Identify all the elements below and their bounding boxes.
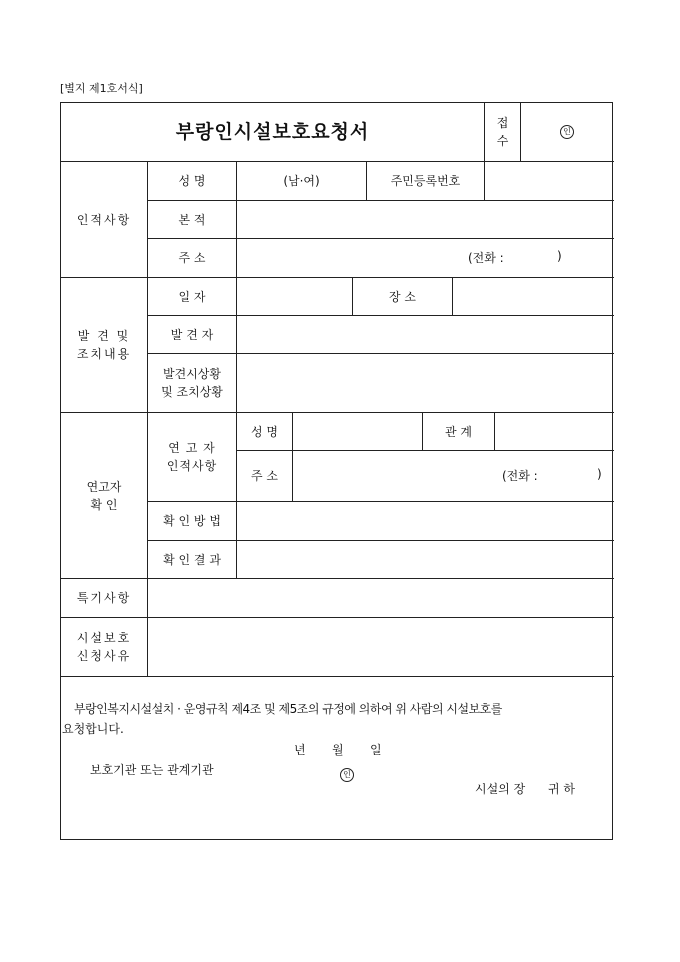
special-field[interactable] bbox=[148, 579, 613, 617]
form-label: [별지 제1호서식] bbox=[60, 82, 143, 95]
place-field[interactable] bbox=[453, 278, 613, 315]
reason-field[interactable] bbox=[148, 618, 613, 676]
rrn-label: 주민등록번호 bbox=[390, 174, 461, 188]
finder-label: 발 견 자 bbox=[170, 327, 214, 342]
date-month: 월 bbox=[332, 743, 344, 757]
relative-address-field[interactable] bbox=[293, 451, 613, 501]
relative-phone-close: ) bbox=[597, 467, 602, 481]
result-label: 확 인 결 과 bbox=[163, 552, 221, 567]
declaration-text: 부랑인복지시설설치 · 운영규칙 제4조 및 제5조의 규정에 의하여 위 사람의 시설보호를 bbox=[74, 702, 502, 716]
seal-icon: 인 bbox=[340, 768, 354, 782]
line bbox=[60, 676, 614, 677]
special-label: 특기사항 bbox=[76, 591, 132, 605]
relative-address-label: 주 소 bbox=[251, 469, 278, 483]
organization-seal bbox=[340, 762, 354, 782]
relative-info-label: 연 고 자 인적사항 bbox=[166, 441, 218, 473]
origin-label: 본 적 bbox=[178, 212, 206, 227]
method-field[interactable] bbox=[237, 502, 613, 540]
phone-open: (전화 : bbox=[468, 251, 504, 265]
relation-field[interactable] bbox=[495, 413, 613, 450]
gender-field[interactable]: (남·여) bbox=[283, 174, 320, 188]
date-label: 일 자 bbox=[178, 289, 206, 304]
result-field[interactable] bbox=[237, 541, 613, 578]
declaration-text-2: 요청합니다. bbox=[62, 722, 124, 736]
finder-field[interactable] bbox=[237, 316, 613, 353]
relation-label: 관 계 bbox=[445, 424, 472, 439]
date-year: 년 bbox=[294, 743, 306, 757]
relative-phone-open: (전화 : bbox=[502, 469, 538, 483]
relative-name-label: 성 명 bbox=[251, 424, 278, 439]
page-title: 부랑인시설보호요청서 bbox=[175, 121, 370, 143]
addressee-tail: 귀 하 bbox=[548, 782, 575, 796]
seal-icon: 인 bbox=[560, 125, 574, 139]
place-label: 장 소 bbox=[389, 289, 416, 304]
date-day: 일 bbox=[370, 743, 382, 757]
origin-field[interactable] bbox=[237, 201, 613, 238]
rrn-field[interactable] bbox=[485, 162, 613, 200]
discovery-section-label: 발 견 및 조치내용 bbox=[76, 329, 132, 361]
relative-name-field[interactable] bbox=[293, 413, 422, 450]
organization-label: 보호기관 또는 관계기관 bbox=[90, 763, 214, 777]
situation-field[interactable] bbox=[237, 354, 613, 412]
personal-section-label: 인적사항 bbox=[76, 212, 132, 227]
date-field[interactable] bbox=[237, 278, 352, 315]
receipt-seal-cell bbox=[521, 103, 613, 161]
phone-close: ) bbox=[557, 249, 562, 263]
relative-section-label: 연고자 확 인 bbox=[86, 479, 122, 512]
receipt-label: 접 수 bbox=[496, 116, 509, 148]
addressee-head: 시설의 장 bbox=[475, 782, 526, 796]
name-label: 성 명 bbox=[178, 174, 206, 188]
situation-label: 발견시상황 및 조치상황 bbox=[161, 367, 223, 399]
reason-label: 시설보호 신청사유 bbox=[76, 631, 132, 663]
address-label: 주 소 bbox=[178, 251, 206, 265]
method-label: 확 인 방 법 bbox=[163, 514, 221, 528]
